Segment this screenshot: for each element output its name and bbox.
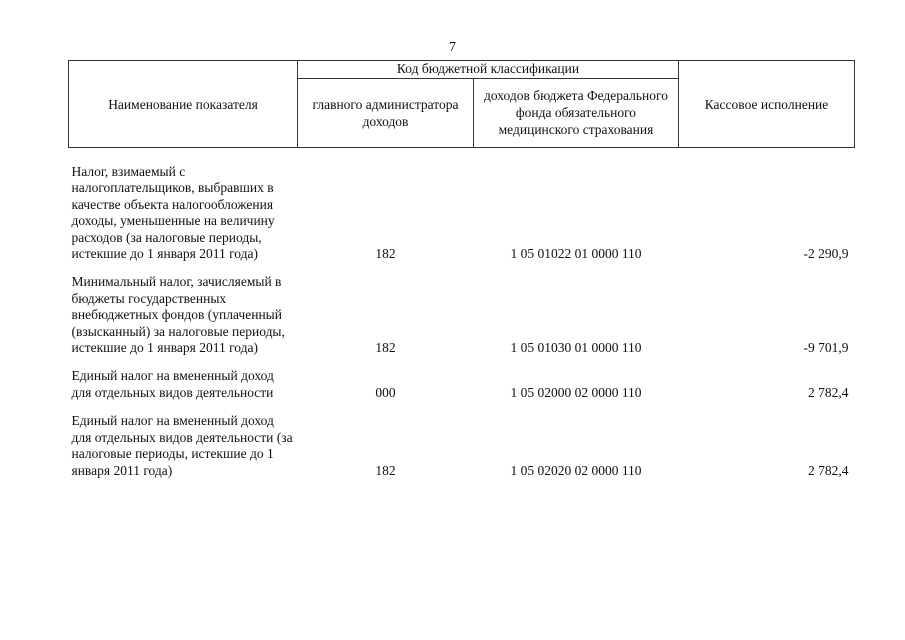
row-revenue-code: 1 05 02020 02 0000 110: [510, 462, 642, 478]
budget-table: [68, 60, 855, 481]
row-value: -9 701,9: [803, 340, 849, 356]
header-revenue-code: доходов бюджета Федерального фонда обязательного медицинского страхования: [474, 78, 679, 147]
table-row: [69, 164, 855, 264]
table-row: [69, 264, 855, 358]
row-value: 2 782,4: [808, 384, 849, 400]
row-admin-code: 182: [375, 340, 396, 356]
row-name: Налог, взимаемый с налогоплательщиков, выбравших в качестве объекта налогообложения доходы, уменьшенные на величину расходов (за налоговые периоды, истекшие до 1 января 2011 года): [71, 164, 275, 262]
header-indicator-name: Наименование показателя: [69, 61, 298, 148]
page-number: 7: [449, 40, 456, 55]
header-cash-execution: Кассовое исполнение: [679, 61, 855, 148]
row-admin-code: 182: [375, 246, 396, 262]
row-value: -2 290,9: [803, 246, 849, 262]
row-value: 2 782,4: [808, 462, 849, 478]
row-name: Минимальный налог, зачисляемый в бюджеты государственных внебюджетных фондов (уплаченный (взысканный) за налоговые периоды, истекшие до 1 января 2011 года): [71, 274, 285, 356]
header-admin-code: главного администратора доходов: [298, 78, 474, 147]
row-name: Единый налог на вмененный доход для отдельных видов деятельности (за налоговые периоды, истекшие до 1 января 2011 года): [71, 413, 293, 478]
table-row: [69, 358, 855, 403]
row-admin-code: 182: [375, 462, 396, 478]
row-revenue-code: 1 05 01022 01 0000 110: [510, 246, 642, 262]
row-name: Единый налог на вмененный доход для отдельных видов деятельности: [71, 368, 274, 400]
header-classification-code: Код бюджетной классификации: [298, 61, 679, 79]
table-body: [69, 148, 855, 481]
row-revenue-code: 1 05 01030 01 0000 110: [510, 340, 642, 356]
row-revenue-code: 1 05 02000 02 0000 110: [510, 384, 642, 400]
table-header: [69, 61, 855, 148]
row-admin-code: 000: [375, 384, 396, 400]
table-row: [69, 403, 855, 481]
